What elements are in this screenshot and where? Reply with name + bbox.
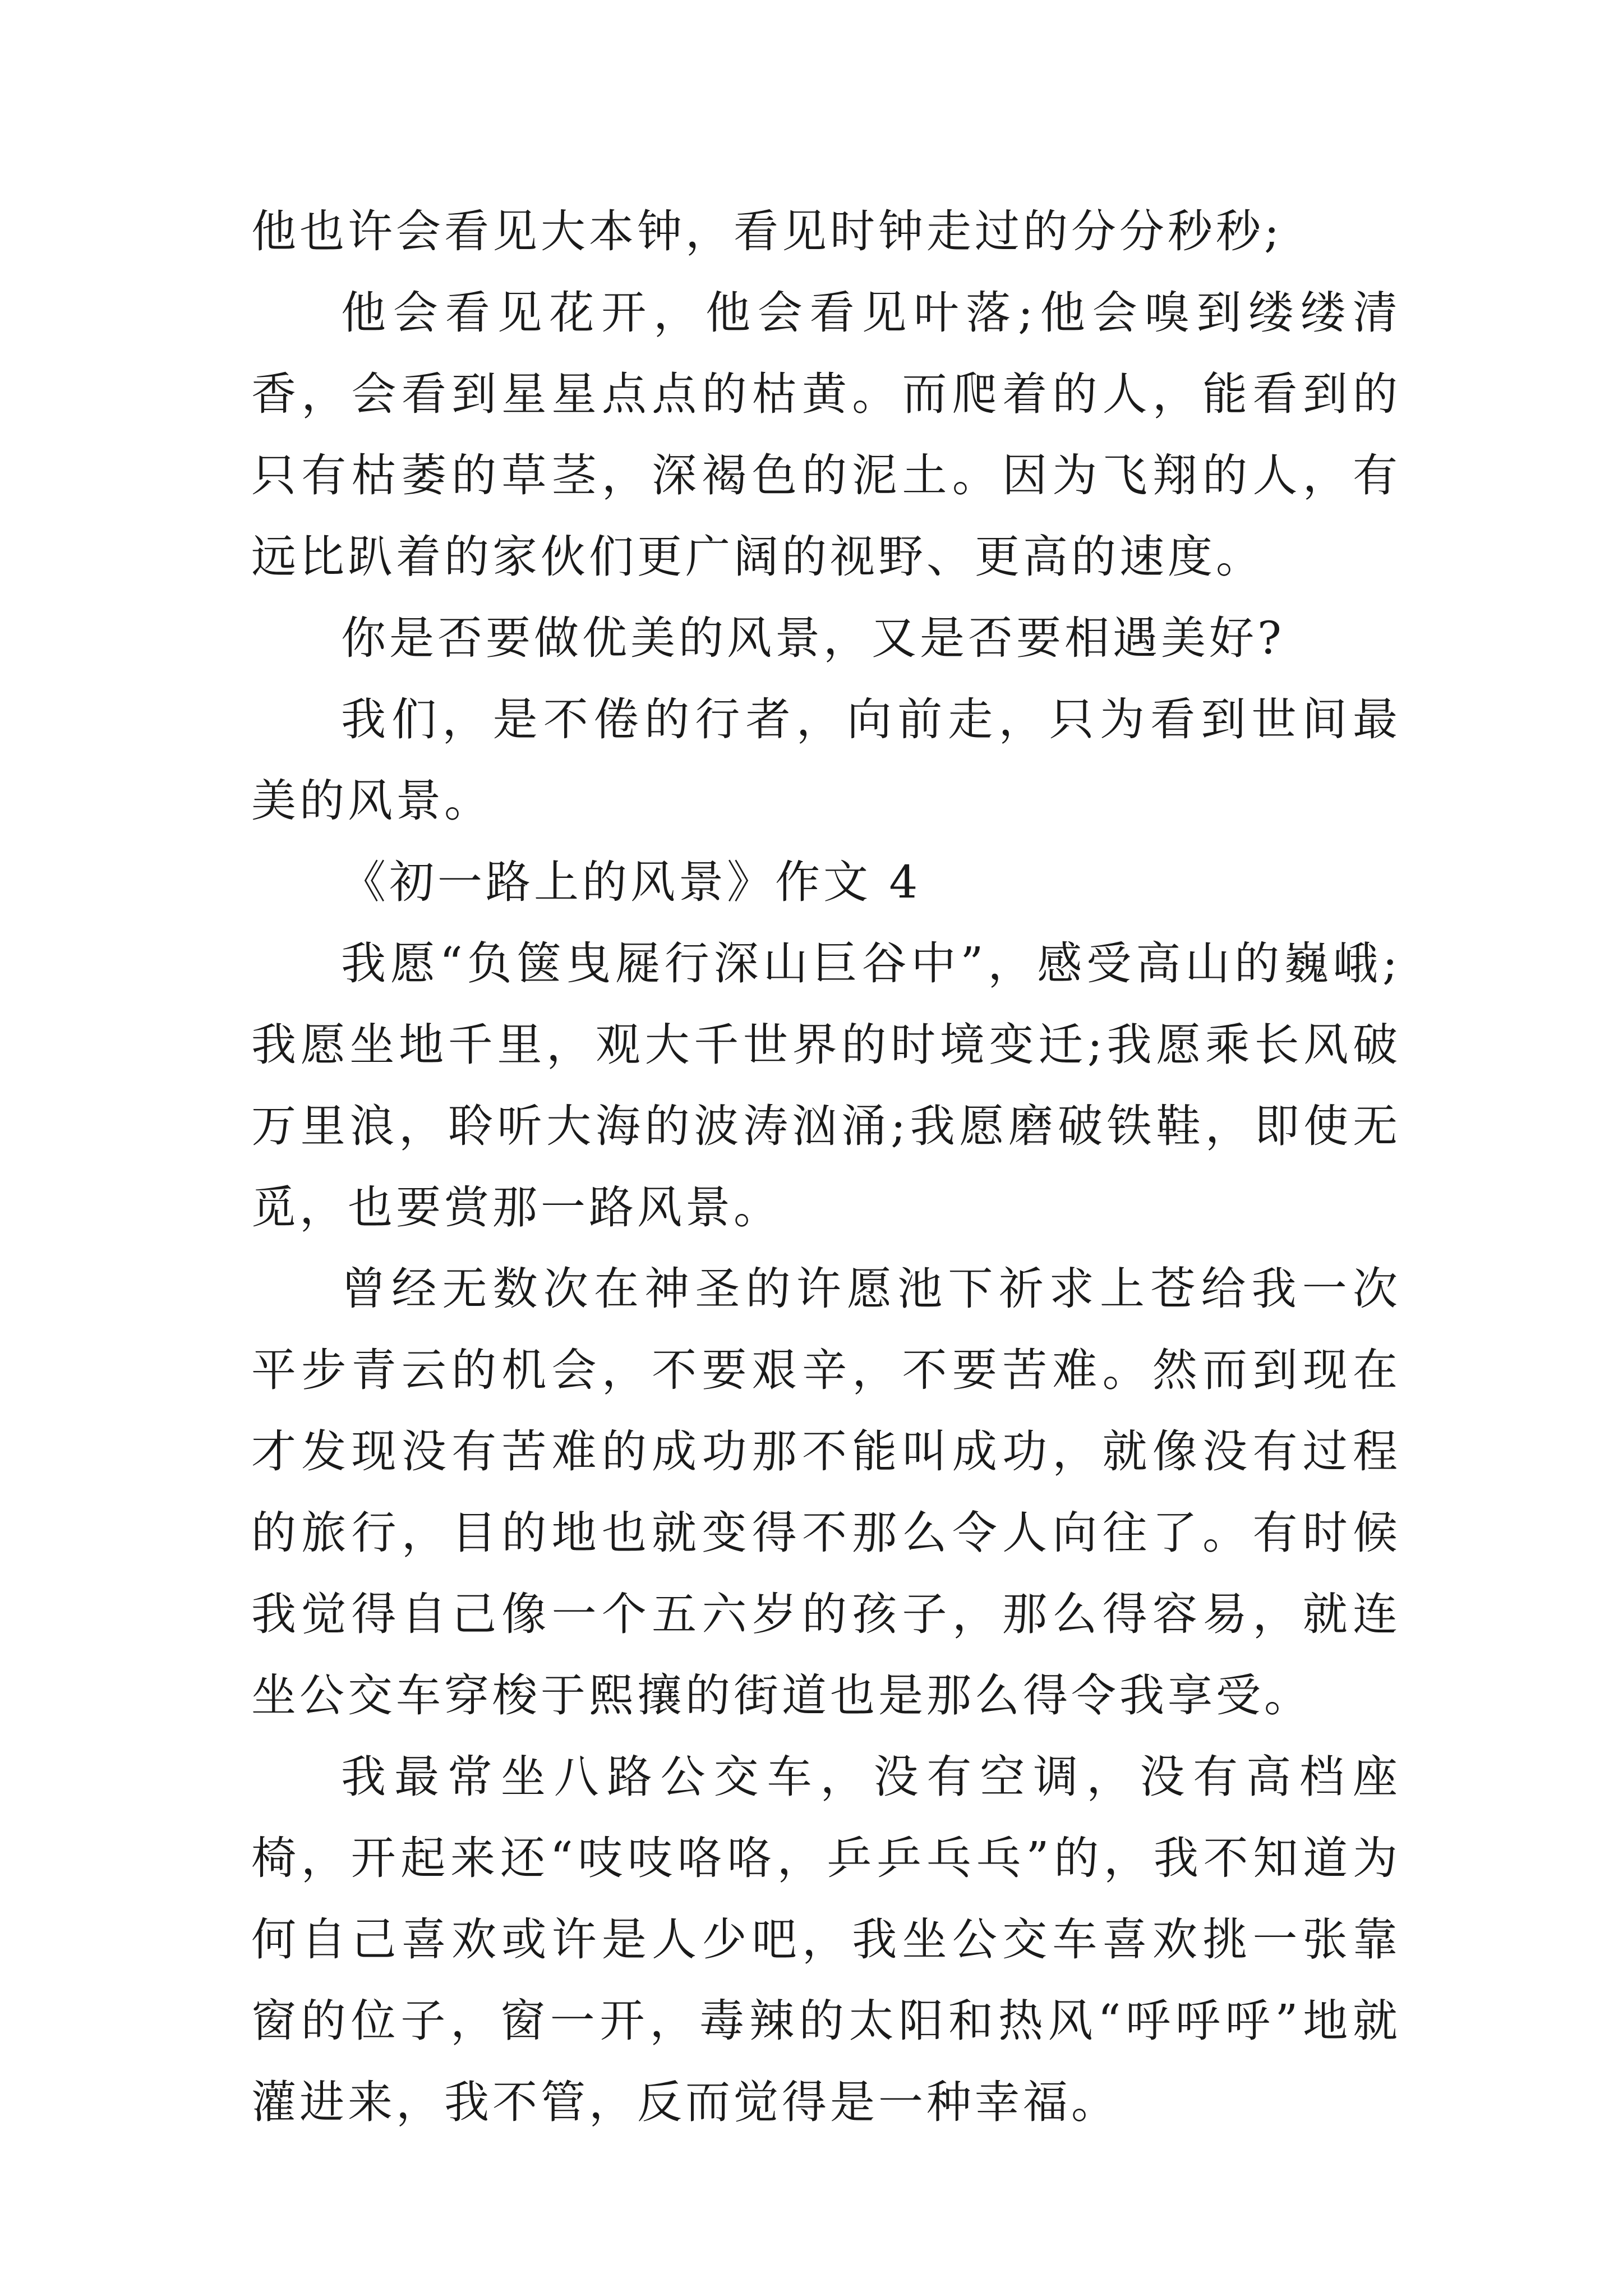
paragraph-5: 我愿“负箧曳屣行深山巨谷中”，感受高山的巍峨;我愿坐地千里，观大千世界的时境变迁;我愿乘长风破万里浪，聆听大海的波涛汹涌;我愿磨破铁鞋，即使无觅，也要赏那一路风景。 [251,937,1401,1234]
paragraph-1: 他也许会看见大本钟，看见时钟走过的分分秒秒; [251,205,1283,257]
paragraph-7: 我最常坐八路公交车，没有空调，没有高档座椅，开起来还“吱吱咯咯，乒乒乓乓”的，我不知道为何自己喜欢或许是人少吧，我坐公交车喜欢挑一张靠窗的位子，窗一开，毒辣的太阳和热风“呼呼呼”地就灌进来，我不管，反而觉得是一种幸福。 [251,1751,1401,2128]
essay-heading: 《初一路上的风景》作文 4 [341,856,921,908]
paragraph-6: 曾经无数次在神圣的许愿池下祈求上苍给我一次平步青云的机会，不要艰辛，不要苦难。然而到现在才发现没有苦难的成功那不能叫成功，就像没有过程的旅行，目的地也就变得不那么令人向往了。有时候我觉得自己像一个五六岁的孩子，那么得容易，就连坐公交车穿梭于熙攘的街道也是那么得令我享受。 [251,1263,1401,1722]
document-body [251,191,1401,2143]
paragraph-2: 他会看见花开，他会看见叶落;他会嗅到缕缕清香，会看到星星点点的枯黄。而爬着的人，能看到的只有枯萎的草茎，深褐色的泥土。因为飞翔的人，有远比趴着的家伙们更广阔的视野、更高的速度。 [251,287,1401,583]
paragraph-4: 我们，是不倦的行者，向前走，只为看到世间最美的风景。 [251,693,1401,827]
paragraph-3: 你是否要做优美的风景，又是否要相遇美好? [341,612,1285,664]
